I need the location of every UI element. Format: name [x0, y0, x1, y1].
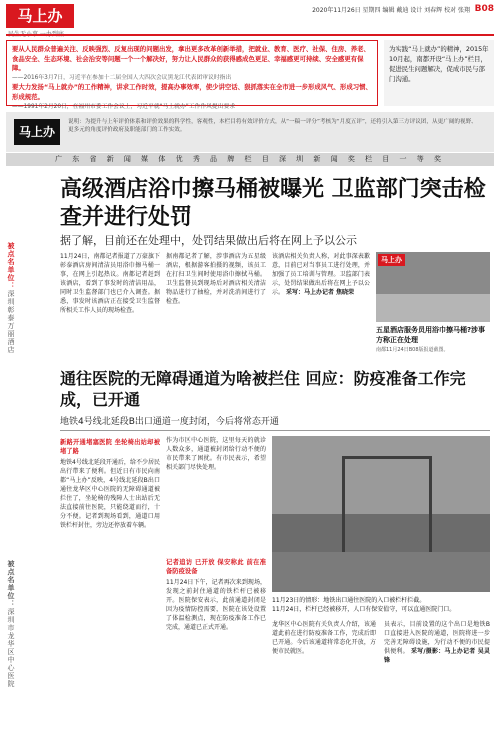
photo-1-mast: 马上办	[378, 254, 405, 266]
article-2-column-1-text: 地铁4号线北延段开通后，给不少居民出行带来了便利。但近日有市民向南都“马上办”反映，4号线北延段B出口通往龙华区中心医院的无障碍通道被拦住了，坐轮椅的残障人士出站后无法直接前往医院，只能绕道而行，十分不便。记者到现场看到，通道口用铁栏杆封住，旁边还停放着车辆。	[60, 459, 160, 529]
article-1-column-2: 据南都记者了解，涉事酒店为五星级酒店，根据游客拍摄的视频，该员工在打扫卫生间时使用浴巾擦拭马桶。卫生监督员到现场后对酒店相关清洁物品进行了抽检，并对洗消间进行了检查。	[166, 253, 266, 305]
quote-source-2: ——1991年2月20日，在福州市委工作会议上，习近平就“马上就办”工作作风提出要求	[12, 103, 236, 110]
photo-1-strip	[376, 294, 490, 322]
article-2-subhead-1: 新路开通堵塞医院 坐轮椅出站却被堵了路	[60, 439, 160, 455]
photo-2-caption-2: 11月24日，栏杆已经被移开，人口有保安值守，可以直通医院门口。	[272, 606, 456, 613]
quote-line-2: 要大力发扬“马上就办”的工作精神，讲求工作时效，提高办事效率，使少讲空话、狠抓落实在全市进一步形成风气、形成习惯、形成规范。	[12, 83, 372, 101]
named-unit-prefix-2: 被点名单位：	[7, 560, 15, 608]
article-2-headline: 通往医院的无障碍通道为啥被拦住 回应：防疫准备工作完成，已开通	[60, 369, 466, 409]
article-2-photo	[272, 436, 490, 592]
article-2-column-2: 作为市区中心医院，这里每天的就诊人数众多，通道被封闭给行动不便的市民带来了困扰。有市民表示，希望相关部门尽快处理。	[166, 437, 266, 471]
quote-line-1: 要从人民群众普遍关注、反映强烈、反复出现的问题出发，拿出更多改革创新举措，把就业、教育、医疗、社保、住房、养老、食品安全、生态环境、社会治安等问题一个一个解决好，努力让人民群众的获得感成色更足、幸福感更可持续、安全感更有保障。	[12, 45, 370, 73]
article-1-deck: 据了解，目前还在处理中，处罚结果做出后将在网上予以公示	[60, 234, 357, 247]
photo-2-ground	[272, 552, 490, 592]
masthead-rule	[6, 34, 494, 36]
named-unit-2: 深圳市龙华区中心医院	[7, 608, 15, 688]
banner-description: 说明：为提升与上年评价体系和评价效果的科学性，客观性，本栏目将有效评价方式，从“一稿一评分”考核为“月度五评”，还将引入第三方评议团，从更广阔的视野、更多元的角度评价政府及职能部门的工作实效。	[68, 119, 477, 133]
article-2-deck: 地铁4号线北延段B出口通道一度封闭，今后将常态开通	[60, 417, 279, 427]
column-banner	[6, 112, 494, 152]
edition-info: 2020年11月26日 星期四 编辑 戴迪 设计 刘春辉 校对 张翔	[312, 7, 470, 14]
article-1-column-3	[272, 252, 370, 356]
article-2-column-5-text: 员表示，目前设置的这个出口是地铁B口直接进入医院的通道，医院将进一步完善无障碍设施，为行动不便的市民提供便利。	[384, 621, 490, 655]
banner-logo: 马上办	[14, 119, 60, 145]
named-unit-prefix-1: 被点名单位：	[7, 242, 15, 290]
article-1-column-3-text: 该酒店相关负责人称，对此事深表歉意，目前已对当事员工进行处理，并加强了员工培训与管理。卫监部门表示，处罚结果做出后将在网上予以公示。	[272, 253, 370, 296]
award-strap: 广 东 省 新 闻 媒 体 优 秀 品 牌 栏 目 深 圳 新 闻 奖 栏 目 一 等 奖	[6, 153, 494, 166]
photo-2-caption-1: 11月23日的情形：地铁出口通往医院的入口被栏杆拦截。	[272, 597, 426, 604]
article-1-photo	[376, 252, 490, 322]
photo-1-subcaption: 南都11月24日B08版报道截图。	[376, 347, 449, 353]
article-1-byline: 采写：马上办记者 焦晓荣	[285, 289, 355, 296]
article-2-column-4: 龙华区中心医院有关负责人介绍，该通道此前在进行防疫准备工作，完成后即已开通。今后该通道将常态化开放，方便市民就医。	[272, 621, 376, 655]
article-2-column-3-text: 11月24日下午，记者再次来到现场，发现之前封住通道的铁栏杆已被移开。医院保安表示，此前通道封闭是因为疫情防控需要，医院在该处设置了体温检测点，现在防疫准备工作已完成，通道已正式开通。	[166, 579, 266, 631]
article-2-column-1	[60, 436, 160, 738]
photo-1-caption: 五星酒店服务员用浴巾擦马桶?涉事方称正在处理	[376, 326, 486, 344]
page-number: B08	[474, 4, 494, 14]
masthead	[6, 4, 494, 38]
article-1-headline: 高级酒店浴巾擦马桶被曝光 卫监部门突击检查并进行处罚	[60, 177, 486, 230]
column-intro: 为实践“马上就办”的精神，2015年10月起，南都开设“马上办”栏目，促进民生问题解决，促成市民与部门沟通。	[384, 40, 494, 106]
leader-quote-box	[6, 40, 378, 110]
named-unit-label-1	[6, 242, 16, 402]
article-2-subhead-2: 记者追访 已开放 保安称此 前在准备防疫设备	[166, 559, 266, 575]
article-2-column-3	[166, 556, 266, 738]
photo-2-caption	[272, 596, 490, 614]
article-2-rule	[60, 430, 490, 431]
named-unit-1: 深圳彰泰万丽酒店	[7, 290, 15, 354]
article-2-column-5	[384, 620, 490, 738]
article-2-byline: 采写/摄影：马上办记者 吴灵锋	[384, 648, 490, 664]
article-1-column-1: 11月24日，南都记者报道了万豪旗下彰泰酒店房间清洁员用浴巾擦马桶一事，在网上引起热议。南都记者赶到该酒店，看到了事发时的清洁用品，同时卫生监督部门也已介入调查。据悉，事发时该酒店正在接受卫生监督所相关工作人员的现场检查。	[60, 253, 160, 314]
column-logo: 马上办	[6, 4, 74, 28]
quote-source-1: ——2016年3月7日，习近平在参加十二届全国人大四次会议黑龙江代表团审议时指出	[12, 74, 232, 81]
named-unit-label-2	[6, 560, 16, 720]
